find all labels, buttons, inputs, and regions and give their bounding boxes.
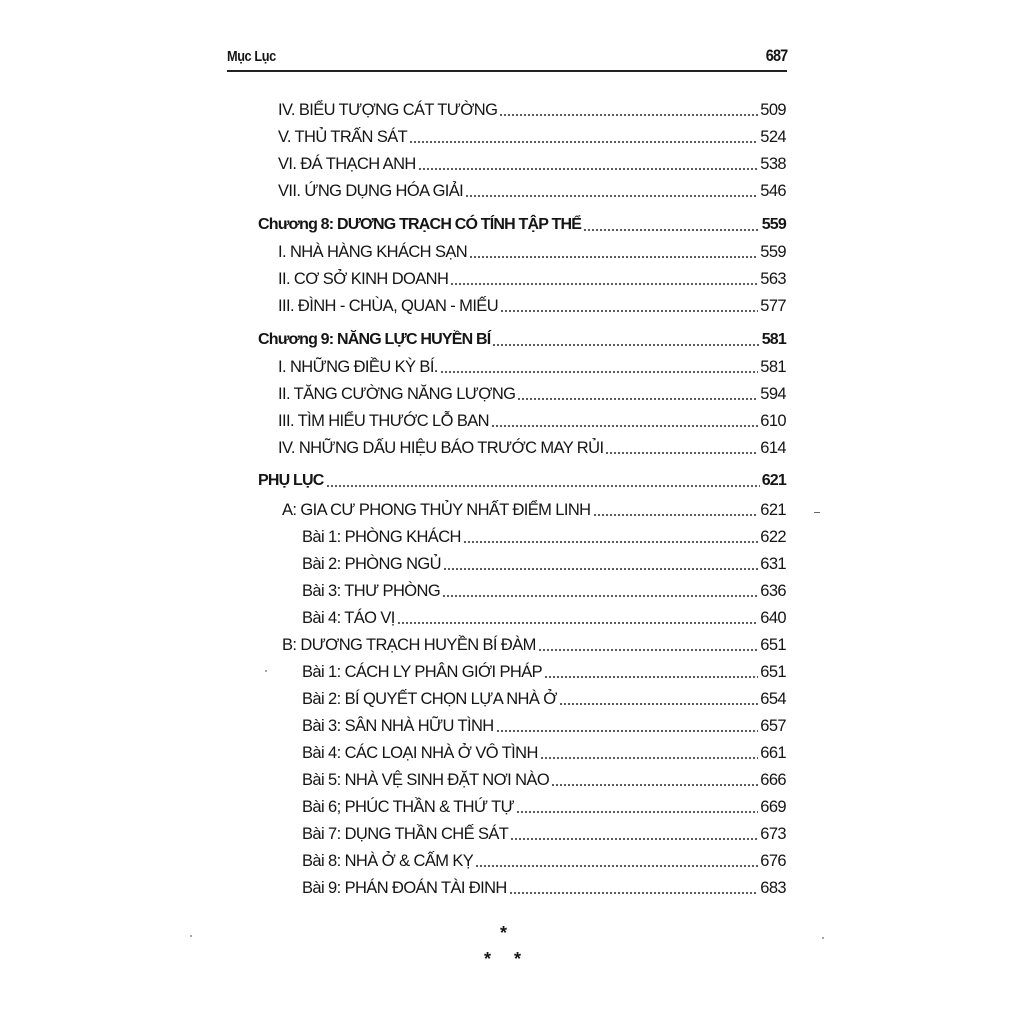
- toc-entry-title: VI. ĐÁ THẠCH ANH: [278, 155, 416, 173]
- toc-entry-row: [302, 739, 786, 763]
- dot-leader: [442, 595, 758, 597]
- toc-entry-row: [302, 550, 786, 574]
- toc-entry-page: 538: [760, 155, 786, 173]
- toc-entry-page: 581: [760, 358, 786, 376]
- dot-leader: [326, 485, 760, 487]
- dot-leader: [538, 649, 759, 651]
- dot-leader: [443, 568, 758, 570]
- toc-entry-page: 673: [760, 825, 786, 843]
- toc-entry-title: III. TÌM HIỂU THƯỚC LỖ BAN: [278, 412, 489, 430]
- toc-entry-row: [278, 265, 786, 289]
- dot-leader: [605, 452, 758, 454]
- dot-leader: [469, 256, 758, 258]
- toc-entry-page: 594: [760, 385, 786, 403]
- toc-entry-title: Bài 2: BÍ QUYẾT CHỌN LỰA NHÀ Ở: [302, 690, 557, 708]
- toc-entry-row: [302, 658, 786, 682]
- toc-entry-row: [278, 292, 786, 316]
- toc-entry-page: 524: [760, 128, 786, 146]
- toc-entry-title: Bài 4: TÁO VỊ: [302, 609, 395, 627]
- toc-entry-row: [302, 577, 786, 601]
- toc-entry-page: 661: [760, 744, 786, 762]
- toc-entry-page: 651: [760, 663, 786, 681]
- toc-entry-title: III. ĐÌNH - CHÙA, QUAN - MIẾU: [278, 297, 499, 315]
- dot-leader: [510, 838, 758, 840]
- toc-entry-row: [278, 380, 786, 404]
- toc-entry-row: [302, 685, 786, 709]
- scan-speck: [822, 937, 824, 939]
- toc-entry-title: Bài 6; PHÚC THẦN & THỨ TỰ: [302, 798, 515, 816]
- toc-entry-page: 614: [760, 439, 786, 457]
- toc-entry-row: [278, 177, 786, 201]
- dot-leader: [540, 757, 759, 759]
- toc-entry-page: 669: [760, 798, 786, 816]
- dot-leader: [491, 425, 758, 427]
- toc-entry-row: [302, 604, 786, 628]
- toc-entry-row: [278, 434, 786, 458]
- scan-speck: [190, 935, 192, 937]
- scan-speck: [265, 670, 267, 672]
- toc-entry-row: [302, 847, 786, 871]
- toc-entry-page: 631: [760, 555, 786, 573]
- dot-leader: [475, 865, 758, 867]
- toc-entry-page: 676: [760, 852, 786, 870]
- toc-entry-title: V. THỦ TRẤN SÁT: [278, 128, 408, 146]
- toc-entry-title: Bài 1: PHÒNG KHÁCH: [302, 528, 461, 546]
- toc-entry-title: PHỤ LỤC: [258, 472, 324, 489]
- toc-entry-title: Bài 9: PHÁN ĐOÁN TÀI ĐINH: [302, 879, 507, 897]
- toc-entry-row: [278, 353, 786, 377]
- toc-entry-page: 683: [760, 879, 786, 897]
- toc-entry-page: 654: [760, 690, 786, 708]
- ornament-star-top: *: [500, 923, 508, 943]
- toc-entry-title: Chương 8: DƯƠNG TRẠCH CÓ TÍNH TẬP THỂ: [258, 216, 582, 233]
- toc-entry-page: 657: [760, 717, 786, 735]
- dot-leader: [465, 195, 758, 197]
- toc-entry-title: Chương 9: NĂNG LỰC HUYỀN BÍ: [258, 331, 491, 348]
- toc-entry-title: A: GIA CƯ PHONG THỦY NHẤT ĐIỂM LINH: [282, 501, 591, 519]
- toc-entry-row: [278, 123, 786, 147]
- dot-leader: [440, 371, 758, 373]
- toc-chapter-row: [258, 467, 786, 491]
- toc-entry-page: 563: [760, 270, 786, 288]
- toc-entry-page: 577: [760, 297, 786, 315]
- dot-leader: [517, 398, 758, 400]
- toc-entry-row: [282, 496, 786, 520]
- toc-entry-title: Bài 3: THƯ PHÒNG: [302, 582, 441, 600]
- toc-entry-title: Bài 8: NHÀ Ở & CẤM KỴ: [302, 852, 474, 870]
- dot-leader: [583, 229, 760, 231]
- dot-leader: [492, 344, 759, 346]
- dot-leader: [544, 676, 758, 678]
- dot-leader: [496, 730, 759, 732]
- running-head: [227, 48, 787, 72]
- toc-entry-page: 559: [760, 243, 786, 261]
- toc-entry-row: [302, 766, 786, 790]
- toc-entry-row: [278, 238, 786, 262]
- toc-entry-row: [302, 874, 786, 898]
- dot-leader: [593, 514, 759, 516]
- dot-leader: [551, 784, 758, 786]
- toc-entry-row: [302, 523, 786, 547]
- toc-entry-title: B: DƯƠNG TRẠCH HUYỀN BÍ ĐÀM: [282, 636, 536, 654]
- toc-entry-title: Bài 5: NHÀ VỆ SINH ĐẶT NƠI NÀO: [302, 771, 550, 789]
- toc-entry-page: 666: [760, 771, 786, 789]
- toc-entry-row: [302, 793, 786, 817]
- toc-entry-page: 651: [760, 636, 786, 654]
- toc-entry-row: [282, 631, 786, 655]
- toc-entry-title: Bài 1: CÁCH LY PHÂN GIỚI PHÁP: [302, 663, 543, 681]
- dot-leader: [418, 168, 759, 170]
- dot-leader: [559, 703, 759, 705]
- toc-entry-page: 546: [760, 182, 786, 200]
- toc-entry-title: Bài 3: SÂN NHÀ HỮU TÌNH: [302, 717, 494, 735]
- toc-entry-page: 581: [761, 331, 786, 348]
- page-number: 687: [765, 46, 787, 65]
- toc-entry-page: 622: [760, 528, 786, 546]
- toc-entry-title: IV. NHỮNG DẤU HIỆU BÁO TRƯỚC MAY RỦI: [278, 439, 604, 457]
- toc-entry-title: I. NHỮNG ĐIỀU KỲ BÍ.: [278, 358, 438, 376]
- toc-entry-title: IV. BIỂU TƯỢNG CÁT TƯỜNG: [278, 101, 498, 119]
- toc-entry-page: 621: [760, 501, 786, 519]
- running-head-title: Mục Lục: [227, 48, 276, 65]
- dot-leader: [409, 141, 758, 143]
- dot-leader: [397, 622, 758, 624]
- toc-entry-page: 610: [760, 412, 786, 430]
- toc-entry-page: 509: [760, 101, 786, 119]
- ornament-star-left: *: [484, 949, 492, 969]
- dot-leader: [516, 811, 758, 813]
- toc-entry-row: [302, 820, 786, 844]
- dot-leader: [509, 892, 759, 894]
- toc-entry-page: 559: [761, 216, 786, 233]
- toc-entry-title: II. CƠ SỞ KINH DOANH: [278, 270, 449, 288]
- toc-entry-title: Bài 4: CÁC LOẠI NHÀ Ở VÔ TÌNH: [302, 744, 538, 762]
- dot-leader: [500, 310, 758, 312]
- toc-entry-page: 621: [761, 472, 786, 489]
- toc-entry-title: II. TĂNG CƯỜNG NĂNG LƯỢNG: [278, 385, 516, 403]
- dot-leader: [499, 114, 758, 116]
- toc-entry-title: VII. ỨNG DỤNG HÓA GIẢI: [278, 182, 464, 200]
- ornament-star-right: *: [514, 949, 522, 969]
- dot-leader: [463, 541, 758, 543]
- toc-entry-row: [302, 712, 786, 736]
- toc-entry-page: 636: [760, 582, 786, 600]
- toc-entry-row: [278, 407, 786, 431]
- toc-chapter-row: [258, 326, 786, 350]
- toc-entry-title: Bài 7: DỤNG THẦN CHẾ SÁT: [302, 825, 509, 843]
- toc-entry-page: 640: [760, 609, 786, 627]
- toc-entry-row: [278, 96, 786, 120]
- toc-entry-title: Bài 2: PHÒNG NGỦ: [302, 555, 441, 573]
- toc-entry-title: I. NHÀ HÀNG KHÁCH SẠN: [278, 243, 468, 261]
- toc-entry-row: [278, 150, 786, 174]
- toc-chapter-row: [258, 211, 786, 235]
- dot-leader: [450, 283, 758, 285]
- scan-mark: [814, 512, 820, 513]
